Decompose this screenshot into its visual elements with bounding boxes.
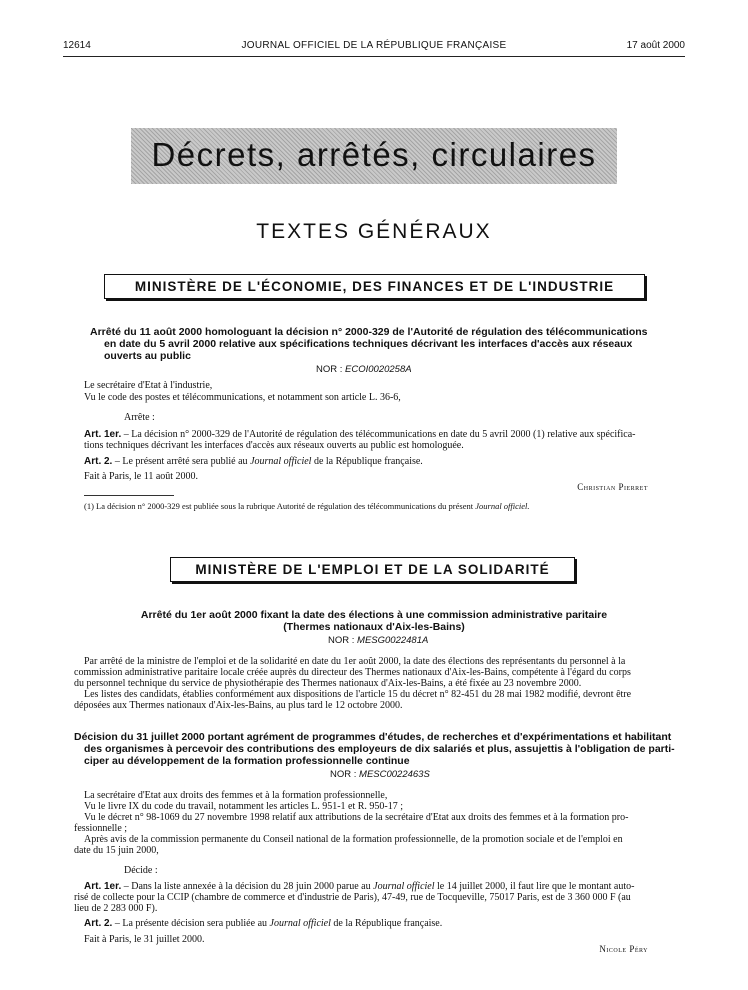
- section-heading: TEXTES GÉNÉRAUX: [256, 220, 492, 243]
- nor-reference: NOR : MESG0022481A: [328, 635, 429, 646]
- footnote-rule: [84, 495, 174, 496]
- decree-title-line: en date du 5 avril 2000 relative aux spécifications techniques décrivant les interfaces d'accès aux réseaux: [104, 338, 633, 350]
- nor-reference: NOR : MESC0022463S: [330, 769, 430, 780]
- decree-title-line: des organismes à percevoir des contributions des employeurs de dix salariés et plus, assujettis à l'obligation de parti-: [84, 743, 675, 755]
- article-label: Art. 1er.: [84, 429, 122, 440]
- fait-a-paris: Fait à Paris, le 31 juillet 2000.: [84, 934, 205, 945]
- paragraph: Par arrêté de la ministre de l'emploi et de la solidarité en date du 1er août 2000, la date des élections des représentants du personnel à la: [84, 656, 626, 667]
- article-label: Art. 2.: [84, 456, 113, 467]
- paragraph: Le secrétaire d'Etat à l'industrie,: [84, 380, 213, 391]
- fait-a-paris: Fait à Paris, le 11 août 2000.: [84, 471, 199, 482]
- paragraph: La secrétaire d'Etat aux droits des femmes et à la formation professionnelle,: [84, 790, 388, 801]
- signature: Nicole Péry: [599, 944, 648, 954]
- page-number: 12614: [63, 40, 91, 51]
- footnote: (1) La décision n° 2000-329 est publiée sous la rubrique Autorité de régulation des télécommunications du présent Journal officiel.: [84, 501, 530, 511]
- article-2: Art. 2. – Le présent arrêté sera publié au Journal officiel de la République française.: [84, 456, 423, 467]
- paragraph: commission administrative paritaire locale créée auprès du directeur des Thermes nationaux d'Aix-les-Bains, compétente à l'égard du corps: [74, 667, 631, 678]
- paragraph: du personnel technique du service de physiothérapie des Thermes nationaux d'Aix-les-Bains, a été fixée au 23 novembre 2000.: [74, 678, 582, 689]
- article-1-cont: risé de collecte pour la CCIP (chambre de commerce et d'industrie de Paris), 47-49, rue de Tocqueville, 75017 Paris, est de 3 360 000 F (au: [74, 892, 631, 903]
- paragraph: déposées aux Thermes nationaux d'Aix-les-Bains, au plus tard le 12 octobre 2000.: [74, 700, 403, 711]
- article-1-cont: lieu de 2 283 000 F).: [74, 903, 158, 914]
- article-text: – La décision n° 2000-329 de l'Autorité de régulation des télécommunications en date du 5 avril 2000 (1) relative aux spécifica-: [121, 429, 636, 440]
- paragraph: date du 15 juin 2000,: [74, 845, 159, 856]
- nor-reference: [316, 364, 412, 375]
- decide-heading: Décide :: [124, 865, 158, 876]
- paragraph: Vu le code des postes et télécommunications, et notamment son article L. 36-6,: [84, 392, 401, 403]
- decree-title-line: Décision du 31 juillet 2000 portant agrément de programmes d'études, de recherches et d'expérimentations et habilitant: [74, 731, 672, 743]
- article-1: Art. 1er. – Dans la liste annexée à la décision du 28 juin 2000 parue au Journal officiel le 14 juillet 2000, il faut lire que le montant auto-: [84, 881, 635, 892]
- signature: Christian Pierret: [577, 482, 648, 492]
- arrete-heading: Arrête :: [124, 412, 155, 423]
- article-1-cont: tions techniques décrivant les interfaces d'accès aux réseaux ouverts au public est homologuée.: [84, 440, 464, 451]
- paragraph: Les listes des candidats, établies conformément aux dispositions de l'article 15 du décret n° 82-451 du 28 mai 1982 modifié, devront être: [84, 689, 632, 700]
- decree-title-line: ciper au développement de la formation professionnelle continue: [84, 755, 410, 767]
- ministry-box-economy: MINISTÈRE DE L'ÉCONOMIE, DES FINANCES ET DE L'INDUSTRIE: [104, 274, 645, 299]
- nor-code: ECOI0020258A: [345, 364, 412, 375]
- paragraph: Après avis de la commission permanente du Conseil national de la formation professionnelle, de la promotion sociale et de l'emploi en: [84, 834, 623, 845]
- decree-title-line: (Thermes nationaux d'Aix-les-Bains): [283, 621, 465, 633]
- paragraph: Vu le livre IX du code du travail, notamment les articles L. 951-1 et R. 950-17 ;: [84, 801, 404, 812]
- decree-title-line: Arrêté du 11 août 2000 homologuant la décision n° 2000-329 de l'Autorité de régulation des télécommunications: [90, 326, 648, 338]
- issue-date: 17 août 2000: [626, 40, 685, 51]
- article-2: Art. 2. – La présente décision sera publiée au Journal officiel de la République française.: [84, 918, 443, 929]
- header-rule: [63, 56, 685, 57]
- ministry-box-employment: MINISTÈRE DE L'EMPLOI ET DE LA SOLIDARITÉ: [170, 557, 575, 582]
- paragraph: fessionnelle ;: [74, 823, 128, 834]
- paragraph: Vu le décret n° 98-1069 du 27 novembre 1998 relatif aux attributions de la secrétaire d'Etat aux droits des femmes et à la formation pro-: [84, 812, 629, 823]
- decree-title-line: Arrêté du 1er août 2000 fixant la date des élections à une commission administrative paritaire: [140, 609, 608, 621]
- journal-title: JOURNAL OFFICIEL DE LA RÉPUBLIQUE FRANÇAISE: [241, 40, 507, 51]
- nor-label: NOR :: [316, 364, 343, 375]
- banner-title: Décrets, arrêtés, circulaires: [151, 136, 597, 173]
- decree-title-line: ouverts au public: [104, 350, 191, 362]
- article-1: [84, 429, 636, 441]
